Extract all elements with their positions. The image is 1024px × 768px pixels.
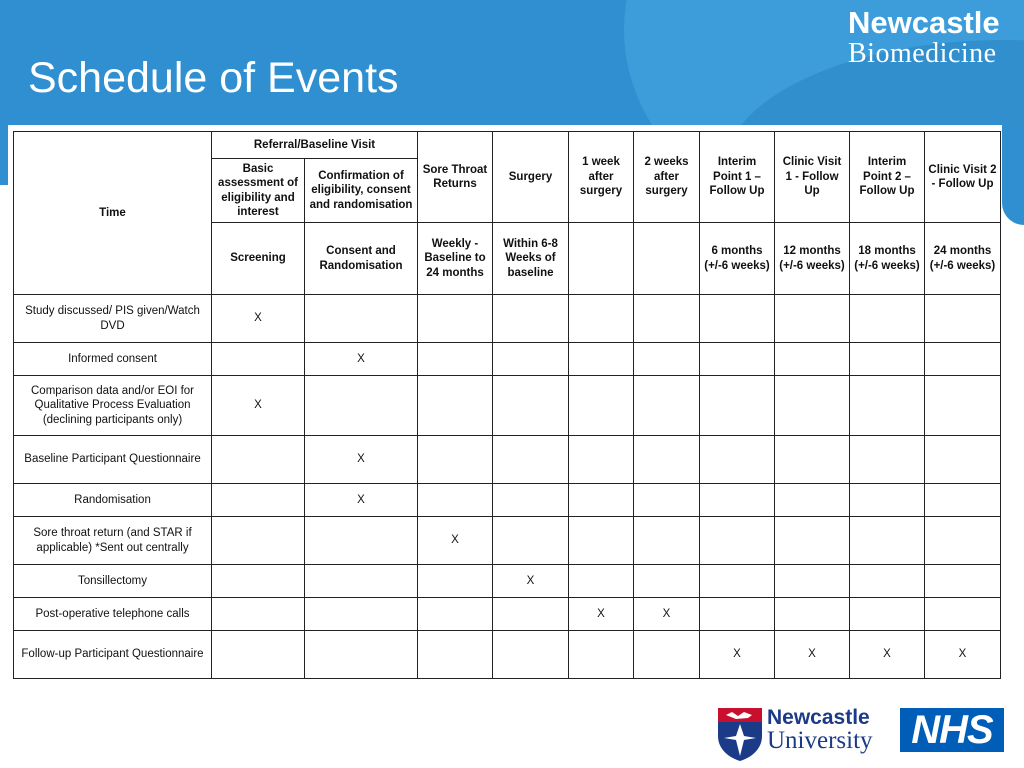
table-row bbox=[14, 598, 1001, 631]
time-header: Time bbox=[14, 132, 212, 295]
row-label: Comparison data and/or EOI for Qualitative Process Evaluation (declining participants only) bbox=[14, 376, 212, 436]
left-accent-band bbox=[0, 125, 8, 185]
timing-cell bbox=[634, 223, 700, 295]
schedule-cell bbox=[493, 484, 569, 517]
table-row bbox=[14, 517, 1001, 565]
schedule-cell bbox=[418, 343, 493, 376]
schedule-cell: X bbox=[212, 376, 305, 436]
table-row bbox=[14, 343, 1001, 376]
schedule-cell bbox=[700, 376, 775, 436]
schedule-cell bbox=[212, 565, 305, 598]
schedule-cell bbox=[925, 295, 1001, 343]
schedule-cell bbox=[634, 517, 700, 565]
schedule-cell bbox=[418, 484, 493, 517]
nhs-logo: NHS bbox=[900, 708, 1004, 752]
schedule-cell bbox=[634, 376, 700, 436]
timing-cell bbox=[569, 223, 634, 295]
schedule-cell bbox=[850, 343, 925, 376]
schedule-cell bbox=[700, 484, 775, 517]
schedule-cell: X bbox=[700, 631, 775, 679]
schedule-cell bbox=[212, 598, 305, 631]
timing-cell: Screening bbox=[212, 223, 305, 295]
col-header: Sore Throat Returns bbox=[418, 132, 493, 223]
schedule-cell bbox=[925, 484, 1001, 517]
schedule-cell bbox=[569, 484, 634, 517]
schedule-cell bbox=[700, 598, 775, 631]
schedule-cell bbox=[850, 598, 925, 631]
col-header: Clinic Visit 1 - Follow Up bbox=[775, 132, 850, 223]
right-accent-band bbox=[1002, 125, 1024, 225]
schedule-cell bbox=[569, 517, 634, 565]
schedule-cell bbox=[700, 295, 775, 343]
schedule-cell: X bbox=[305, 436, 418, 484]
schedule-cell bbox=[569, 343, 634, 376]
table-row bbox=[14, 565, 1001, 598]
schedule-cell bbox=[212, 343, 305, 376]
footer-logos bbox=[716, 706, 1012, 764]
schedule-cell bbox=[775, 376, 850, 436]
schedule-table bbox=[13, 131, 1001, 679]
schedule-table-container bbox=[13, 131, 1000, 679]
row-label: Follow-up Participant Questionnaire bbox=[14, 631, 212, 679]
col-header: Interim Point 2 – Follow Up bbox=[850, 132, 925, 223]
header-banner bbox=[0, 0, 1024, 125]
timing-cell: 18 months (+/-6 weeks) bbox=[850, 223, 925, 295]
col-header: Interim Point 1 – Follow Up bbox=[700, 132, 775, 223]
schedule-cell bbox=[212, 436, 305, 484]
schedule-cell bbox=[850, 376, 925, 436]
row-label: Post-operative telephone calls bbox=[14, 598, 212, 631]
schedule-cell bbox=[700, 565, 775, 598]
schedule-cell bbox=[493, 343, 569, 376]
schedule-cell: X bbox=[305, 343, 418, 376]
col-header: 1 week after surgery bbox=[569, 132, 634, 223]
schedule-cell bbox=[569, 295, 634, 343]
col-header: Clinic Visit 2 - Follow Up bbox=[925, 132, 1001, 223]
schedule-cell bbox=[634, 565, 700, 598]
university-line-2: University bbox=[767, 727, 873, 754]
schedule-cell: X bbox=[850, 631, 925, 679]
schedule-cell bbox=[925, 343, 1001, 376]
schedule-cell bbox=[212, 517, 305, 565]
schedule-cell: X bbox=[634, 598, 700, 631]
table-row bbox=[14, 631, 1001, 679]
schedule-cell bbox=[634, 484, 700, 517]
schedule-cell bbox=[850, 436, 925, 484]
schedule-cell bbox=[850, 565, 925, 598]
timing-cell: 24 months (+/-6 weeks) bbox=[925, 223, 1001, 295]
schedule-cell bbox=[493, 631, 569, 679]
schedule-cell bbox=[925, 598, 1001, 631]
col-header: Surgery bbox=[493, 132, 569, 223]
schedule-cell bbox=[305, 631, 418, 679]
schedule-cell bbox=[775, 484, 850, 517]
schedule-cell bbox=[569, 565, 634, 598]
group-header-referral: Referral/Baseline Visit bbox=[212, 132, 418, 159]
schedule-cell: X bbox=[925, 631, 1001, 679]
schedule-cell bbox=[925, 376, 1001, 436]
university-wordmark bbox=[767, 707, 873, 753]
row-label: Baseline Participant Questionnaire bbox=[14, 436, 212, 484]
table-row bbox=[14, 295, 1001, 343]
schedule-cell: X bbox=[418, 517, 493, 565]
schedule-cell bbox=[418, 295, 493, 343]
schedule-cell bbox=[925, 436, 1001, 484]
schedule-cell: X bbox=[569, 598, 634, 631]
university-crest-icon bbox=[716, 706, 764, 762]
schedule-cell bbox=[775, 517, 850, 565]
schedule-cell bbox=[850, 295, 925, 343]
schedule-cell bbox=[925, 565, 1001, 598]
timing-cell: 6 months (+/-6 weeks) bbox=[700, 223, 775, 295]
row-label: Sore throat return (and STAR if applicable) *Sent out centrally bbox=[14, 517, 212, 565]
schedule-cell bbox=[775, 565, 850, 598]
schedule-cell bbox=[775, 598, 850, 631]
schedule-cell bbox=[418, 598, 493, 631]
schedule-cell bbox=[700, 343, 775, 376]
schedule-cell bbox=[493, 598, 569, 631]
schedule-cell bbox=[418, 436, 493, 484]
row-label: Tonsillectomy bbox=[14, 565, 212, 598]
brand-line-2: Biomedicine bbox=[848, 38, 997, 69]
schedule-cell bbox=[493, 436, 569, 484]
slide-title: Schedule of Events bbox=[28, 54, 399, 102]
row-label: Randomisation bbox=[14, 484, 212, 517]
schedule-cell bbox=[634, 436, 700, 484]
schedule-cell bbox=[305, 295, 418, 343]
schedule-cell bbox=[305, 376, 418, 436]
timing-cell: Within 6-8 Weeks of baseline bbox=[493, 223, 569, 295]
schedule-cell bbox=[569, 436, 634, 484]
timing-cell: Weekly - Baseline to 24 months bbox=[418, 223, 493, 295]
schedule-cell bbox=[418, 376, 493, 436]
schedule-cell bbox=[700, 517, 775, 565]
schedule-cell bbox=[775, 436, 850, 484]
brand-line-1: Newcastle bbox=[848, 5, 1000, 40]
col-header: Confirmation of eligibility, consent and randomisation bbox=[305, 159, 418, 223]
schedule-cell bbox=[212, 484, 305, 517]
schedule-cell bbox=[305, 565, 418, 598]
table-row bbox=[14, 484, 1001, 517]
schedule-cell bbox=[634, 631, 700, 679]
schedule-cell bbox=[493, 517, 569, 565]
timing-cell: 12 months (+/-6 weeks) bbox=[775, 223, 850, 295]
schedule-cell bbox=[305, 598, 418, 631]
schedule-cell bbox=[634, 295, 700, 343]
schedule-cell bbox=[775, 343, 850, 376]
row-label: Study discussed/ PIS given/Watch DVD bbox=[14, 295, 212, 343]
brand-logo bbox=[848, 7, 1000, 68]
timing-cell: Consent and Randomisation bbox=[305, 223, 418, 295]
schedule-cell: X bbox=[493, 565, 569, 598]
schedule-cell: X bbox=[775, 631, 850, 679]
schedule-cell: X bbox=[212, 295, 305, 343]
schedule-cell bbox=[700, 436, 775, 484]
schedule-cell bbox=[634, 343, 700, 376]
schedule-cell bbox=[925, 517, 1001, 565]
schedule-cell bbox=[850, 517, 925, 565]
schedule-cell bbox=[775, 295, 850, 343]
schedule-cell bbox=[493, 376, 569, 436]
schedule-cell bbox=[305, 517, 418, 565]
row-label: Informed consent bbox=[14, 343, 212, 376]
schedule-cell bbox=[212, 631, 305, 679]
schedule-cell bbox=[569, 631, 634, 679]
university-line-1: Newcastle bbox=[767, 706, 870, 729]
schedule-cell bbox=[493, 295, 569, 343]
schedule-cell bbox=[418, 565, 493, 598]
schedule-cell bbox=[850, 484, 925, 517]
schedule-cell bbox=[418, 631, 493, 679]
table-row bbox=[14, 436, 1001, 484]
schedule-cell bbox=[569, 376, 634, 436]
col-header: Basic assessment of eligibility and interest bbox=[212, 159, 305, 223]
schedule-cell: X bbox=[305, 484, 418, 517]
table-row bbox=[14, 376, 1001, 436]
col-header: 2 weeks after surgery bbox=[634, 132, 700, 223]
